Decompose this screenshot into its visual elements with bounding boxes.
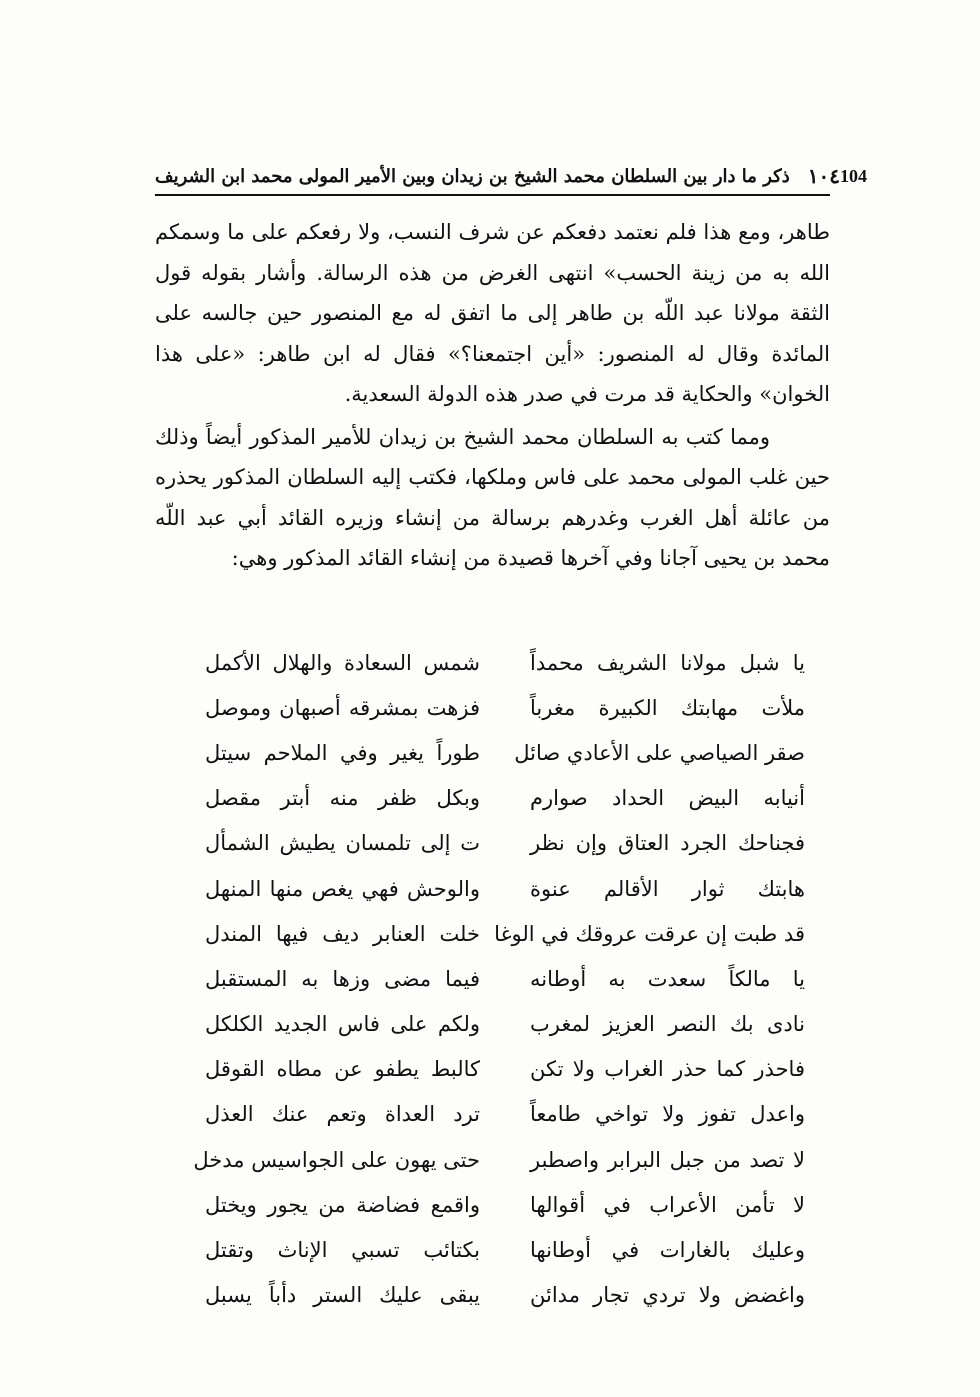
poem-verse: [205, 640, 805, 685]
verse-first-hemistich: صقر الصياصي على الأعادي صائل: [514, 740, 805, 765]
prose-body: [155, 212, 830, 579]
poem-verse: [205, 1227, 805, 1272]
verse-first-hemistich: فجناحك الجرد العتاق وإن نظر: [530, 831, 805, 856]
verse-second-hemistich: فزهت بمشرقه أصبهان وموصل: [205, 695, 480, 720]
verse-first-hemistich: واعدل تفوز ولا تواخي طامعاً: [530, 1102, 805, 1127]
verse-second-hemistich: ولكم على فاس الجديد الكلكل: [205, 1012, 480, 1037]
verse-first-hemistich: لا تصد من جبل البرابر واصطبر: [530, 1147, 805, 1172]
verse-second-hemistich: والوحش فهي يغص منها المنهل: [205, 876, 480, 901]
verse-second-hemistich: شمس السعادة والهلال الأكمل: [205, 650, 480, 675]
paragraph-2: ومما كتب به السلطان محمد الشيخ بن زيدان للأمير المذكور أيضاً وذلك حين غلب المولى محمد على فاس وملكها، فكتب إليه السلطان المذكور يحذره من عائلة أهل الغرب وغدرهم برسالة من إنشاء وزيره القائد أبي عبد اللّه محمد بن يحيى آجانا وفي آخرها قصيدة من إنشاء القائد المذكور وهي:: [155, 424, 830, 570]
verse-second-hemistich: بكتائب تسبي الإناث وتقتل: [205, 1238, 480, 1263]
poem-verse: [205, 1047, 805, 1092]
verse-second-hemistich: خلت العنابر ديف فيها المندل: [205, 921, 480, 946]
poem-verse: [205, 866, 805, 911]
verse-first-hemistich: قد طبت إن عرقت عروقك في الوغا: [494, 921, 805, 946]
header-right-group: [155, 164, 840, 188]
paragraph-1: طاهر، ومع هذا فلم نعتمد دفعكم عن شرف النسب، ولا رفعكم على ما وسمكم الله به من زينة الحسب» انتهى الغرض من هذه الرسالة. وأشار بقوله قول الثقة مولانا عبد اللّه بن طاهر إلى ما اتفق له مع المنصور حين جالسه على المائدة وقال له المنصور: «أين اجتمعنا؟» فقال له ابن طاهر: «على هذا الخوان» والحكاية قد مرت في صدر هذه الدولة السعدية.: [155, 220, 830, 406]
poem: [193, 640, 805, 1318]
verse-first-hemistich: هابتك ثوار الأقالم عنوة: [530, 876, 805, 901]
verse-first-hemistich: ملأت مهابتك الكبيرة مغرباً: [530, 695, 805, 720]
verse-first-hemistich: يا مالكاً سعدت به أوطانه: [530, 966, 805, 991]
poem-verse: [205, 776, 805, 821]
verse-first-hemistich: واغضض ولا تردي تجار مدائن: [530, 1283, 805, 1308]
poem-verse: [193, 1137, 805, 1182]
poem-verse: [205, 685, 805, 730]
verse-second-hemistich: طوراً يغير وفي الملاحم سيتل: [205, 740, 480, 765]
verse-second-hemistich: يبقى عليك الستر دأباً يسبل: [205, 1283, 480, 1308]
poem-verse: [205, 1002, 805, 1047]
poem-verse: [205, 956, 805, 1001]
page-number-arabic: ١٠٤: [807, 164, 840, 188]
verse-first-hemistich: أنيابه البيض الحداد صوارم: [530, 786, 805, 811]
header-title: ذكر ما دار بين السلطان محمد الشيخ بن زيدان وبين الأمير المولى محمد ابن الشريف: [155, 165, 790, 187]
page-number-latin: 104: [839, 165, 867, 186]
poem-verse: [205, 1182, 805, 1227]
verse-first-hemistich: لا تأمن الأعراب في أقوالها: [530, 1192, 805, 1217]
verse-second-hemistich: ت إلى تلمسان يطيش الشمأل: [205, 831, 480, 856]
verse-second-hemistich: فيما مضى وزها به المستقبل: [205, 966, 480, 991]
verse-first-hemistich: وعليك بالغارات في أوطانها: [530, 1238, 805, 1263]
poem-verse: [205, 730, 805, 775]
verse-second-hemistich: وبكل ظفر منه أبتر مقصل: [205, 786, 480, 811]
poem-verse: [205, 821, 805, 866]
verse-first-hemistich: يا شبل مولانا الشريف محمداً: [530, 650, 805, 675]
verse-second-hemistich: حتى يهون على الجواسيس مدخل: [193, 1147, 480, 1172]
verse-second-hemistich: ترد العداة وتعم عنك العذل: [205, 1102, 480, 1127]
verse-first-hemistich: فاحذر كما حذر الغراب ولا تكن: [530, 1057, 805, 1082]
verse-first-hemistich: نادى بك النصر العزيز لمغرب: [530, 1012, 805, 1037]
running-header: [155, 158, 867, 196]
poem-verse: [205, 911, 805, 956]
verse-second-hemistich: كالبط يطفو عن مطاه القوقل: [205, 1057, 480, 1082]
poem-verse: [205, 1273, 805, 1318]
poem-verse: [205, 1092, 805, 1137]
verse-second-hemistich: واقمع فضاضة من يجور ويختل: [205, 1192, 480, 1217]
